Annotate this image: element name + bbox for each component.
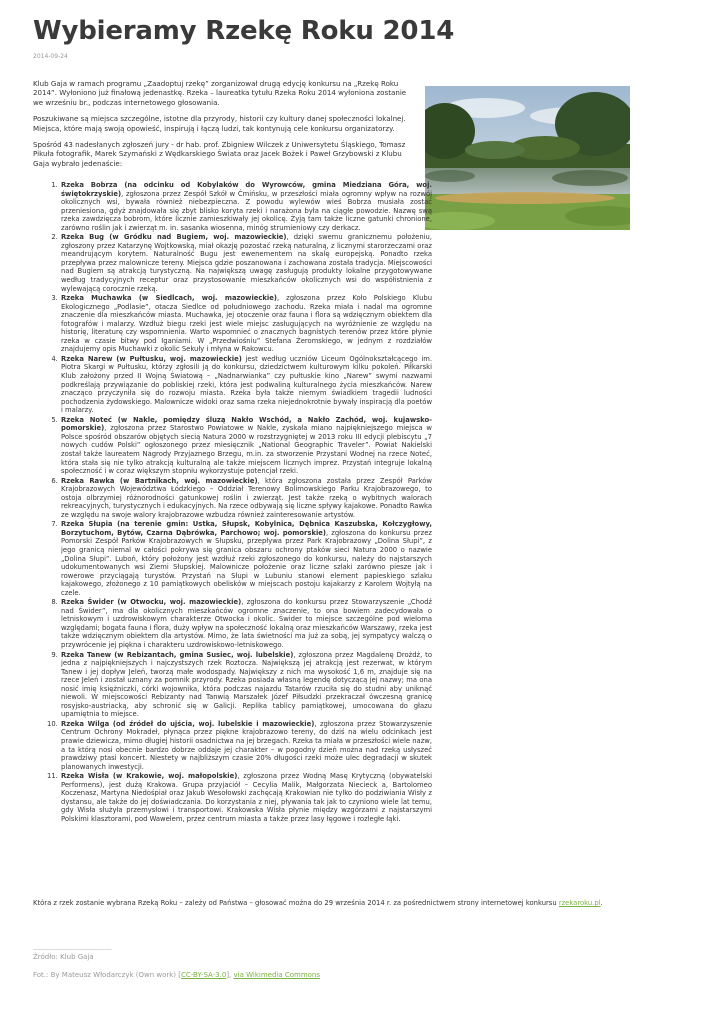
contest-link[interactable]: rzekaroku.pl — [558, 899, 601, 907]
divider: ------------------------------------------ — [33, 946, 112, 953]
page-title: Wybieramy Rzekę Roku 2014 — [33, 16, 455, 46]
list-item — [60, 181, 432, 232]
river-description: jest według uczniów Liceum Ogólnokształcącego im. Piotra Skargi w Pułtusku, którzy zgłosili ją do konkursu, dziedzictwem kulturowym kilku pokoleń. Piłkarski Klub założony przed II Wojną Światową – „Nadnarwianka” czy pułtuskie kino „Narew” swymi nazwami podkreślają przywiązanie do pobliskiej rzeki, która jest podwaliną kulturalnego życia mieszkańców. Narew znacząco przyczyniła się do rozwoju miasta. Rzeka była także niemym świadkiem tragedii ludności pochodzenia żydowskiego. Malownicze widoki oraz sama rzeka niejednokrotnie bywały inspiracją dla poetów i malarzy. — [61, 354, 432, 415]
list-item — [60, 477, 432, 520]
license-link[interactable]: CC-BY-SA-3.0 — [181, 971, 227, 979]
river-description: , dzięki swemu granicznemu położeniu, zgłoszony przez Katarzynę Wojtkowską, miał okazję pozostać rzeką naturalną, z licznymi starorzeczami oraz meandrującym korytem. Naturalność Bugu jest ewenementem na skalę europejską. Ponadto rzeka przepływa przez malownicze tereny. Miejsca gdzie poszanowana i zachowana została tradycja. Miejscowości nad Bugiem są atrakcją turystyczną. Na największą uwagę zasługują produkty lokalne przygotowywane według tradycyjnych receptur oraz przystosowanie mieszkańców okolicznych wsi do współistnienia z wylewającą corocznie rzeką. — [61, 233, 432, 293]
list-item — [60, 520, 432, 597]
list-item — [60, 598, 432, 649]
list-item — [60, 720, 432, 771]
article-intro — [33, 79, 418, 175]
river-description: , zgłoszona przez Koło Polskiego Klubu Ekologicznego „Podlasie”, otacza Siedlce od południowego zachodu. Rzeka miała i nadal ma ogromne znaczenie dla mieszkańców miasta. Muchawka, jej otoczenie oraz fauna i flora są wdzięcznym obiektem dla fotografów i malarzy. Wzdłuż biegu rzeki jest wiele miejsc zasługujących na wyróżnienie ze względu na historię, literaturę czy wspomnienia. Warto wspomnieć o znacznych bagnistych terenów przez które płynie rzeka w czasie bitwy pod Iganiami. W „Przedwiośniu” Stefana Żeromskiego, w jednym z rozdziałów znajdujemy opis Muchawki z okolic Sekuły i młyna w Rakowcu. — [61, 294, 432, 354]
river-name: Rzeka Narew (w Pułtusku, woj. mazowieckie) — [61, 354, 242, 363]
river-photo[interactable] — [425, 86, 630, 230]
credit-text: Fot.: By Mateusz Włodarczyk (Own work) [ — [33, 971, 181, 979]
wikimedia-link[interactable]: via Wikimedia Commons — [233, 971, 321, 979]
list-item — [60, 355, 432, 415]
closing-paragraph — [33, 899, 698, 908]
article-date: 2014-09-24 — [33, 53, 68, 60]
river-description: , zgłoszona przez Starostwo Powiatowe w Nakle, zyskała miano najpiękniejszego miejsca w Polsce spośród obszarów objętych siecią Natura 2000 w rozstrzygniętej w 2013 roku III edycji plebiscytu „7 nowych cudów Polski” ogłoszonego przez miesięcznik „National Geographic Traveler”. Powiat Nakielski został także laureatem Nagrody Przyjaznego Brzegu, m.in. za stworzenie Przystani Wodnej na rzece Noteć, która stała się nie tylko atrakcją kulturalną ale także miejscem licznych imprez. Przystań integruje lokalną społeczność i w coraz większym stopniu wykorzystuje potencjał rzeki. — [61, 424, 432, 476]
list-item — [60, 416, 432, 476]
credit-mid: ], — [226, 971, 234, 979]
river-name: Rzeka Tanew (w Rebizantach, gmina Susiec, woj. lubelskie) — [61, 650, 294, 659]
river-name: Rzeka Świder (w Otwocku, woj. mazowieckie) — [61, 598, 242, 607]
source-note: Źródło: Klub Gaja — [33, 953, 94, 961]
intro-paragraph: Klub Gaja w ramach programu „Zaadoptuj rzekę” zorganizował drugą edycję konkursu na „Rzekę Roku 2014”. Wyłoniono już finałową jedenastkę. Rzeka – laureatka tytułu Rzeka Roku 2014 wyłoniona zostanie we wrześniu br., podczas internetowego głosowania. — [33, 79, 407, 107]
intro-paragraph: Spośród 43 nadesłanych zgłoszeń jury - dr hab. prof. Zbigniew Wilczek z Uniwersytetu Śląskiego, Tomasz Pikuła fotografik, Marek Szymański z Wędkarskiego Świata oraz Jacek Bożek i Paweł Grzybowski z Klubu Gaja wybrało jedenaście: — [33, 140, 406, 168]
river-name: Rzeka Bobrza (na odcinku od Kobylaków do Wyrowców, gmina Miedziana Góra, woj. świętokrzyskie) — [61, 181, 432, 198]
river-name: Rzeka Noteć (w Nakle, pomiędzy śluzą Nakło Wschód, a Nakło Zachód, woj. kujawsko-pomorskie) — [61, 415, 432, 433]
river-name: Rzeka Rawka (w Bartnikach, woj. mazowieckie) — [61, 476, 258, 485]
list-item — [60, 651, 432, 719]
rivers-list — [33, 181, 432, 824]
river-description: , zgłoszona do konkursu przez Pomorski Zespół Parków Krajobrazowych w Słupsku, przepływa przez Park Krajobrazowy „Dolina Słupi”, z jego granicą niemal w całości pokrywa się granica obszaru ochrony ptaków sieci Natura 2000 o nazwie „Dolina Słupi”. Luboń, który położony jest wzdłuż rzeki zgłoszonego do konkursu, należy do najstarszych udokumentowanych wsi Ziemi Słupskiej. Malownicze położenie oraz liczne szlaki zarówno piesze jak i rowerowe przyciągają turystów. Przystań na Słupi w Lubuniu stanowi element papieskiego szlaku kajakowego, złożonego z 10 pamiątkowych obelisków w miejscach postoju kajakarzy z Karolem Wojtyłą na czele. — [61, 528, 432, 597]
river-name: Rzeka Wilga (od źródeł do ujścia, woj. lubelskie i mazowieckie) — [61, 719, 315, 728]
intro-paragraph: Poszukiwane są miejsca szczególne, istotne dla przyrody, historii czy kultury danej społeczności lokalnej. Miejsca, które mają swoją opowieść, inspirują i łączą ludzi, tak kontynują cele konkursu organizatorzy. — [33, 114, 406, 133]
list-item — [60, 772, 432, 823]
list-item — [60, 294, 432, 354]
photo-credit — [33, 971, 320, 979]
closing-end: . — [600, 899, 603, 907]
list-item — [60, 233, 432, 293]
river-name: Rzeka Słupia (na terenie gmin: Ustka, Słupsk, Kobylnica, Dębnica Kaszubska, Kołczygłowy, Borzytuchom, Bytów, Czarna Dąbrówka, Parchowo; woj. pomorskie) — [61, 520, 432, 537]
river-description: , zgłoszona przez Stowarzyszenie Centrum Ochrony Mokradeł, płynąca przez piękne krajobrazowo tereny, do dziś na wielu odcinkach jest prawie dziewicza, mimo długiej historii osadnictwa na jej brzegach. Rzeka ta miała w przeszłości wiele nazw, a ta którą nosi obecnie bardzo dobrze oddaje jej charakter – w pogodny dzień można nad rzeką usłyszeć prawdziwy ptasi koncert. Niestety w najbliższym czasie 20% długości rzeki może ulec degradacji w skutek planowanych inwestycji. — [61, 719, 432, 771]
river-description: , zgłoszona do konkursu przez Stowarzyszenie „Chodź nad Świder”, ma dla okolicznych mieszkańców ogromne znaczenie, to ona bowiem zadecydowała o letniskowym i uzdrowiskowym charakterze Otwocka i okolic. Świder to miejsce szczególne pod wieloma względami; bogata fauna i flora, duży wpływ na społeczność lokalną oraz mieszkańców Warszawy, rzeka jest także wdzięcznym obiektem dla artystów. Mimo, że lata świetności ma już za sobą, jej sympatycy walczą o przywrócenie jej piękna i charakteru uzdrowiskowo-letniskowego. — [61, 598, 432, 649]
river-name: Rzeka Bug (w Gródku nad Bugiem, woj. mazowieckie) — [61, 233, 287, 242]
river-name: Rzeka Muchawka (w Siedlcach, woj. mazowieckie) — [61, 294, 277, 303]
closing-text: Która z rzek zostanie wybrana Rzeką Roku – zależy od Państwa – głosować można do 29 września 2014 r. za pośrednictwem strony internetowej konkursu — [33, 899, 559, 907]
river-description: , zgłoszona przez Zespół Szkół w Ćmińsku, w przeszłości miała ogromny wpływ na rozwój okolicznych wsi, bywała również niebezpieczna. Z powodu wylewów wieś Bobrza musiała zostać przeniesiona, gdyż znajdowała się zbyt blisko koryta rzeki i narażona była na ciągłe powodzie. Nazwę swą rzeka zawdzięcza bobrom, które licznie zamieszkiwały jej okolicę. Żyją tam także liczne gatunki chronione, zarówno roślin jak i zwierząt m. in. sasanka wiosenna, minóg strumieniowy czy derkacz. — [61, 189, 432, 232]
river-description: , zgłoszona przez Magdalenę Drożdż, to jedna z najpiękniejszych i najczystszych rzek Roztocza. Największą jej atrakcją jest rezerwat, w którym Tanew i jej dopływ Jeleń, tworzą małe wodospady. Największy z nich ma wysokość 1,6 m, znajduje się na rzece Jeleń i został uznany za pomnik przyrody. Rzeka posiada własną legendę dotyczącą jej nazwy; ma ona nosić imię księżniczki, córki wojownika, która podczas najazdu Tatarów rzuciła się do studni aby uniknąć niewoli. W miejscowości Rebizanty nad Tanwią Marszałek Józef Piłsudzki przekraczał ówczesną granicę rosyjsko-austriacką, aby schronić się w Galicji. Replika tablicy pamiątkowej, umocowana do głazu upamiętnia to miejsce. — [61, 650, 432, 719]
river-description: , zgłoszona przez Wodną Masę Krytyczną (obywatelski Performens), jest dużą Krakowa. Grupa przyjaciół – Cecylia Malik, Małgorzata Niecieck a, Bartolomeo Koczenasz, Martyna Niedośpiał oraz Jakub Wesołowski zachęcają Krakowian nie tylko do podziwiania Wisły z dystansu, ale także do jej doświadczania. Do korzystania z niej, pływania tak jak to czyniono wiele lat temu, gdy Wisła służyła przemysłowi i transportowi. Krakowska Wisła płynie między wzgórzami z najstarszymi Polskimi klasztorami, pod Wawelem, przez centrum miasta a także przez lasy łęgowe i rozległe łąki. — [61, 772, 432, 823]
river-description: , która zgłoszona została przez Zespół Parków Krajobrazowych Województwa Łódzkiego – Oddział Terenowy Bolimowskiego Parku Krajobrazowego, to ostoja olbrzymiej różnorodności gatunkowej roślin i zwierząt. Jest także rzeką o wybitnych walorach rekreacyjnych, turystycznych i edukacyjnych. Na rzece odbywają się liczne spływy kajakowe. Ponadto Rawka ze względu na swoje walory krajobrazowe wzbudza również zainteresowanie artystów. — [61, 476, 432, 519]
river-name: Rzeka Wisła (w Krakowie, woj. małopolskie) — [61, 772, 238, 781]
